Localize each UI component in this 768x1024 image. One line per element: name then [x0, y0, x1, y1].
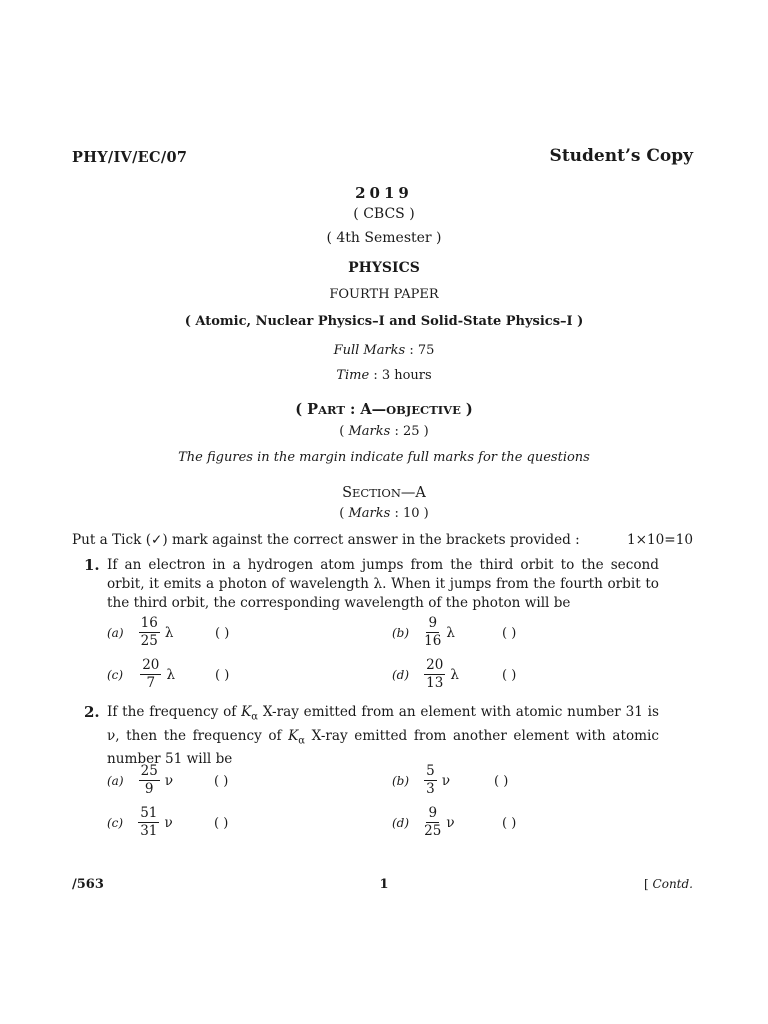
question-number: 1.: [84, 556, 100, 574]
section-heading: [0, 482, 768, 501]
option-c: [107, 658, 175, 691]
option-a: [107, 616, 173, 649]
paper-name: FOURTH PAPER: [329, 287, 439, 302]
option-label: (d): [392, 816, 410, 830]
subject-title: PHYSICS: [348, 260, 420, 276]
k-symbol: K: [241, 704, 252, 720]
option-symbol: λ: [446, 625, 455, 641]
fraction-numerator: 16: [140, 615, 158, 631]
answer-bracket[interactable]: ( ): [494, 774, 509, 789]
question-number: 2.: [84, 703, 100, 721]
fraction: [424, 806, 441, 839]
option-label: (b): [392, 774, 410, 788]
section-name: —A: [400, 485, 426, 501]
section-marks-label: Marks: [348, 506, 391, 521]
answer-bracket[interactable]: ( ): [215, 626, 230, 641]
semester: ( 4th Semester ): [326, 230, 442, 246]
answer-bracket[interactable]: ( ): [502, 816, 517, 831]
answer-bracket[interactable]: ( ): [214, 774, 229, 789]
text-part: X-ray emitted from an element with atomic number 31 is ν, then the frequency of: [107, 704, 659, 744]
part-art: ART: [318, 403, 345, 417]
section-instruction: Put a Tick (✓) mark against the correct answer in the brackets provided :: [72, 532, 580, 548]
marks-scheme: 1×10=10: [626, 532, 693, 548]
option-label: (c): [107, 668, 124, 682]
fraction-numerator: 9: [428, 615, 438, 631]
answer-bracket[interactable]: ( ): [214, 816, 229, 831]
fraction: [424, 764, 437, 797]
answer-bracket[interactable]: ( ): [215, 668, 230, 683]
copy-label: Student’s Copy: [549, 146, 693, 166]
continued-note: [644, 877, 693, 891]
text-part: X-ray emitted from another element with atomic number 51 will be: [107, 727, 659, 768]
alpha-subscript: α: [298, 735, 306, 747]
option-label: (a): [107, 626, 124, 640]
option-symbol: λ: [450, 667, 459, 683]
fraction-denominator: 16: [424, 633, 442, 649]
continued-open: [: [644, 877, 653, 891]
fraction: [138, 806, 159, 839]
part-open: (: [295, 401, 308, 418]
answer-bracket[interactable]: ( ): [502, 626, 517, 641]
full-marks-value: : 75: [409, 343, 435, 358]
fraction-denominator: 25: [140, 633, 158, 649]
text-part: If the frequency of: [107, 704, 242, 720]
part-marks-open: (: [339, 424, 349, 439]
part-p: P: [307, 401, 319, 418]
fraction: [139, 616, 160, 649]
option-symbol: ν: [446, 815, 455, 831]
part-marks-label: Marks: [348, 424, 391, 439]
paper-title: ( Atomic, Nuclear Physics–I and Solid-State Physics–I ): [184, 314, 584, 329]
fraction-denominator: 7: [146, 675, 156, 691]
exam-year: 2019: [355, 184, 413, 202]
option-label: (d): [392, 668, 410, 682]
option-symbol: ν: [164, 815, 173, 831]
fraction: [424, 658, 445, 691]
fraction-numerator: 9: [428, 805, 438, 821]
part-marks-value: : 25 ): [394, 424, 429, 439]
option-d: [392, 658, 459, 691]
option-a: [107, 764, 173, 797]
fraction-numerator: 51: [140, 805, 158, 821]
question-text: [107, 703, 659, 769]
fraction: [139, 764, 160, 797]
section-marks-value: : 10 ): [394, 506, 429, 521]
fraction-numerator: 25: [140, 763, 158, 779]
scheme: ( CBCS ): [353, 206, 415, 222]
k-symbol: K: [288, 727, 299, 744]
fraction: [140, 658, 161, 691]
time-value: : 3 hours: [373, 368, 432, 383]
section-marks: [0, 506, 768, 521]
option-d: [392, 806, 455, 839]
footer-code: /563: [72, 877, 104, 892]
fraction-denominator: 13: [426, 675, 444, 691]
time-label: Time: [336, 368, 370, 383]
section-marks-open: (: [339, 506, 349, 521]
part-heading: [0, 399, 768, 418]
part-marks: [0, 424, 768, 439]
fraction-denominator: 3: [426, 781, 435, 797]
fraction-numerator: 5: [426, 763, 435, 779]
full-marks-label: Full Marks: [333, 343, 406, 358]
part-sep: : A—: [344, 401, 387, 418]
option-symbol: ν: [164, 773, 174, 789]
full-marks: [0, 343, 768, 358]
part-instruction: The figures in the margin indicate full marks for the questions: [178, 450, 590, 465]
option-label: (b): [392, 626, 410, 640]
option-c: [107, 806, 173, 839]
page-number: 1: [379, 877, 389, 892]
option-b: [392, 616, 455, 649]
section-s: S: [342, 485, 353, 501]
fraction-denominator: 25: [424, 823, 442, 839]
option-symbol: ν: [441, 773, 451, 789]
fraction-denominator: 31: [140, 823, 158, 839]
question-text: If an electron in a hydrogen atom jumps from the third orbit to the second orbit, it emits a photon of wavelength λ. When it jumps from the fourth orbit to the third orbit, the corresponding wavelength of the photon will be: [107, 557, 659, 611]
part-objective: OBJECTIVE: [386, 403, 461, 417]
answer-bracket[interactable]: ( ): [502, 668, 517, 683]
option-label: (a): [107, 774, 124, 788]
option-symbol: λ: [166, 667, 176, 683]
option-symbol: λ: [164, 625, 174, 641]
paper-code: PHY/IV/EC/07: [72, 149, 188, 166]
alpha-subscript: α: [251, 711, 259, 723]
fraction-denominator: 9: [144, 781, 154, 797]
fraction-numerator: 20: [426, 657, 444, 673]
fraction: [424, 616, 441, 649]
section-ection: ECTION: [352, 486, 401, 500]
option-label: (c): [107, 816, 124, 830]
time-allowed: [0, 368, 768, 383]
fraction-numerator: 20: [142, 657, 160, 673]
option-b: [392, 764, 450, 797]
part-close: ): [460, 401, 473, 418]
continued-text: Contd.: [652, 877, 693, 891]
